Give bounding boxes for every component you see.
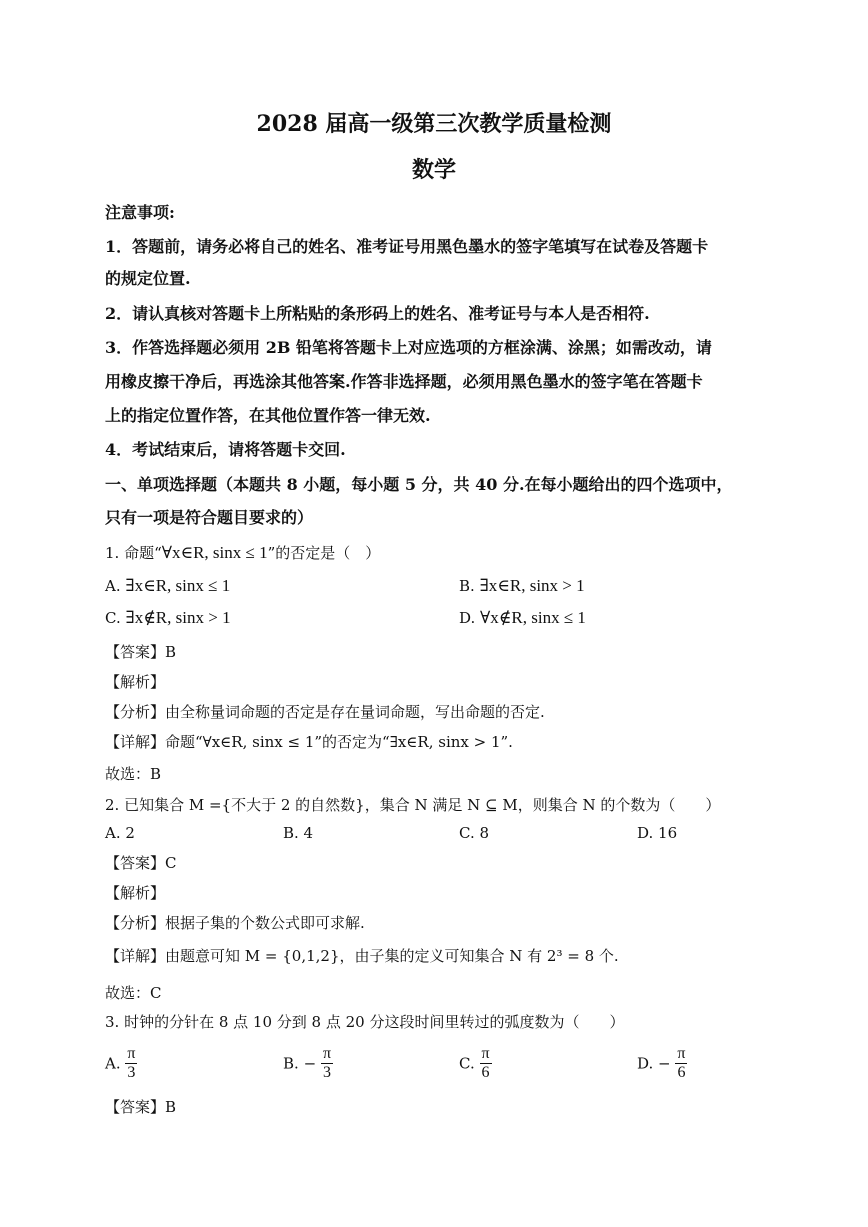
fraction (675, 1045, 687, 1082)
numerator: π (322, 1045, 332, 1062)
q1-answer: 【答案】B (105, 643, 177, 661)
denominator: 6 (677, 1064, 686, 1081)
fraction (125, 1045, 137, 1082)
q2-option-a: A. 2 (105, 824, 135, 842)
option-label: D. (459, 609, 476, 627)
option-label: B. (283, 1054, 299, 1073)
q1-detail: 【详解】命题“∀x∈R, sinx ≤ 1”的否定为“∃x∈R, sinx > 1”. (105, 733, 513, 751)
notice-line: 的规定位置. (105, 269, 191, 288)
question-3-stem: 3. 时钟的分针在 8 点 10 分到 8 点 20 分这段时间里转过的弧度数为（ ） (105, 1013, 625, 1031)
option-math: ∃x∈R, sinx ≤ 1 (125, 576, 231, 595)
fraction (321, 1045, 333, 1082)
option-label: A. (105, 1054, 121, 1073)
q1-option-b (459, 576, 585, 596)
q3-option-a (105, 1045, 137, 1082)
section-heading: 一、单项选择题（本题共 8 小题，每小题 5 分，共 40 分.在每小题给出的四个选项中， (105, 475, 733, 494)
denominator: 3 (127, 1064, 136, 1081)
q3-option-b (283, 1045, 333, 1082)
denominator: 3 (322, 1064, 331, 1081)
subject-title: 数学 (411, 157, 456, 183)
option-math: ∃x∉R, sinx > 1 (125, 608, 231, 627)
q1-choose: 故选：B (105, 765, 162, 783)
q1-analysis: 【解析】 (105, 673, 166, 691)
q1-option-d (459, 608, 586, 628)
option-label: C. (105, 609, 121, 627)
q2-option-c: C. 8 (459, 824, 490, 842)
option-sign: − (658, 1054, 671, 1073)
denominator: 6 (481, 1064, 490, 1081)
notice-line: 3．作答选择题必须用 2B 铅笔将答题卡上对应选项的方框涂满、涂黑；如需改动，请 (105, 338, 712, 357)
notice-line: 1．答题前，请务必将自己的姓名、准考证号用黑色墨水的签字笔填写在试卷及答题卡 (105, 237, 709, 256)
notice-line: 4．考试结束后，请将答题卡交回. (105, 440, 346, 459)
option-label: C. (459, 1054, 475, 1073)
notice-line: 2．请认真核对答题卡上所粘贴的条形码上的姓名、准考证号与本人是否相符. (105, 304, 650, 323)
numerator: π (481, 1045, 490, 1062)
q3-option-c (459, 1045, 492, 1082)
q3-option-d (637, 1045, 687, 1082)
q1-prefix: 1. 命题“ (105, 544, 162, 562)
exam-title: 2028 届高一级第三次教学质量检测 (256, 111, 612, 137)
numerator: π (127, 1045, 136, 1062)
question-1-stem (105, 542, 380, 563)
q2-option-d: D. 16 (637, 824, 678, 842)
q1-option-a (105, 576, 230, 596)
q2-choose: 故选：C (105, 984, 162, 1002)
q1-math: ∀x∈R, sinx ≤ 1 (161, 543, 268, 562)
notice-line: 上的指定位置作答，在其他位置作答一律无效. (105, 406, 431, 425)
q1-suffix: ”的否定是（ ） (267, 544, 381, 562)
q2-fenxi: 【分析】根据子集的个数公式即可求解. (105, 914, 365, 932)
option-label: D. (637, 1054, 654, 1073)
option-label: B. (459, 577, 475, 595)
section-heading: 只有一项是符合题目要求的） (105, 508, 314, 527)
q2-detail: 【详解】由题意可知 M = {0,1,2}，由子集的定义可知集合 N 有 2³ = 8 个. (105, 947, 619, 965)
q3-answer: 【答案】B (105, 1098, 177, 1116)
option-sign: − (303, 1054, 317, 1073)
q1-fenxi: 【分析】由全称量词命题的否定是存在量词命题，写出命题的否定. (105, 703, 545, 721)
option-label: A. (105, 577, 121, 595)
q2-analysis: 【解析】 (105, 884, 166, 902)
numerator: π (677, 1045, 686, 1062)
question-2-stem: 2. 已知集合 M ={不大于 2 的自然数}，集合 N 满足 N ⊆ M，则集合 N 的个数为（ ） (105, 796, 721, 814)
q2-answer: 【答案】C (105, 854, 177, 872)
notice-heading: 注意事项: (105, 203, 175, 222)
q2-option-b: B. 4 (283, 824, 314, 842)
option-math: ∀x∉R, sinx ≤ 1 (480, 608, 586, 627)
option-math: ∃x∈R, sinx > 1 (479, 576, 585, 595)
notice-line: 用橡皮擦干净后，再选涂其他答案.作答非选择题，必须用黑色墨水的签字笔在答题卡 (105, 372, 703, 391)
q1-option-c (105, 608, 231, 628)
fraction (480, 1045, 492, 1082)
